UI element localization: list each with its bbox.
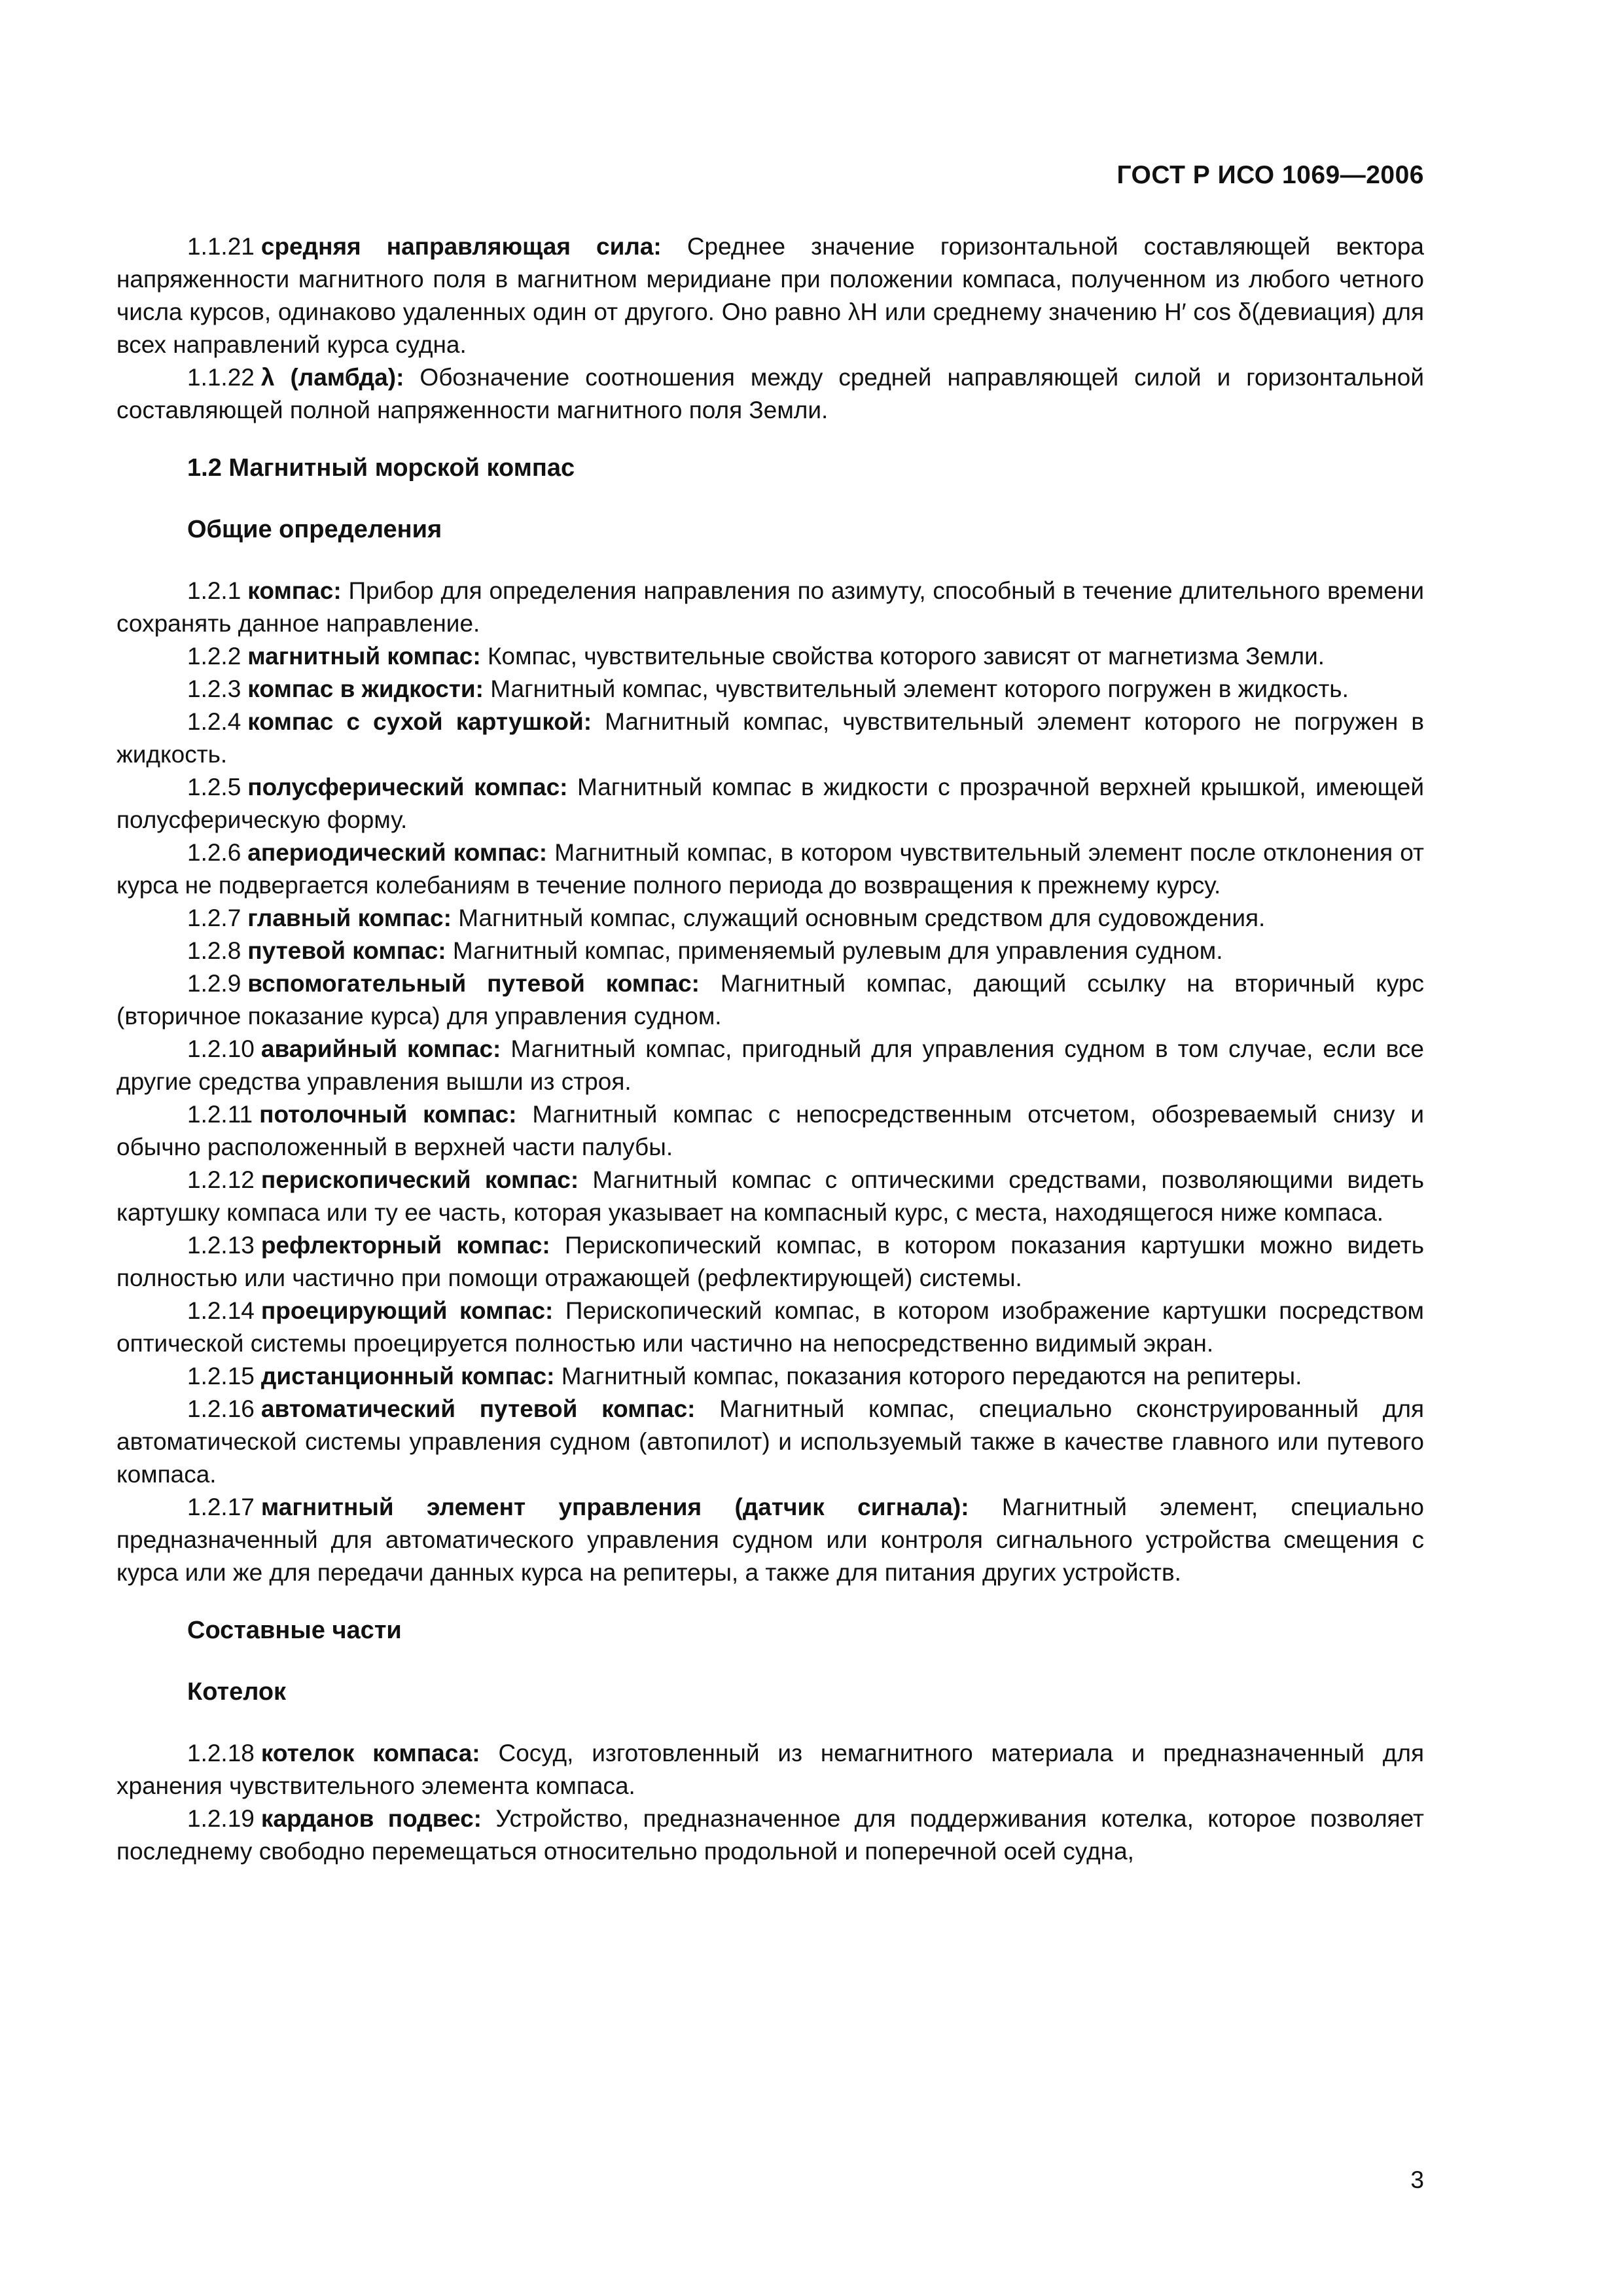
definition-number: 1.2.7: [187, 905, 241, 931]
definition-text: Магнитный компас, пригодный для управления судном в том случае, если все другие средства управления вышли из строя.: [116, 1035, 1424, 1095]
definition-1-2-12: [116, 1164, 1424, 1229]
definition-term: компас с сухой картушкой:: [247, 708, 592, 735]
definition-text: Сосуд, изготовленный из немагнитного материала и предназначенный для хранения чувствительного элемента компаса.: [116, 1740, 1424, 1799]
spacer: [116, 1589, 1424, 1614]
definition-1-1-21: [116, 230, 1424, 361]
definition-number: 1.2.8: [187, 937, 241, 964]
document-code-header: ГОСТ Р ИСО 1069—2006: [1116, 161, 1424, 189]
subsection-bowl: Котелок: [187, 1678, 287, 1706]
definition-number: 1.2.6: [187, 839, 241, 866]
definition-term: компас:: [247, 577, 342, 604]
definition-text: Магнитный компас, служащий основным средством для судовождения.: [451, 905, 1266, 931]
definition-term: вспомогательный путевой компас:: [247, 970, 700, 997]
definition-number: 1.2.16: [187, 1395, 255, 1422]
section-title: 1.2 Магнитный морской компас: [187, 454, 575, 482]
definition-text: Магнитный компас, чувствительный элемент которого не погружен в жидкость.: [116, 708, 1424, 768]
definition-term: автоматический путевой компас:: [260, 1395, 696, 1422]
definition-number: 1.2.14: [187, 1297, 255, 1324]
spacer: [116, 546, 1424, 575]
definition-text: Прибор для определения направления по азимуту, способный в течение длительного времени сохранять данное направление.: [116, 577, 1424, 637]
definition-number: 1.2.19: [187, 1805, 255, 1832]
definition-number: 1.2.9: [187, 970, 241, 997]
definition-number: 1.1.22: [187, 364, 255, 391]
definition-term: карданов подвес:: [260, 1805, 482, 1832]
definition-number: 1.2.13: [187, 1232, 255, 1259]
definition-term: рефлекторный компас:: [260, 1232, 550, 1259]
definition-1-2-19: [116, 1803, 1424, 1868]
definition-term: магнитный компас:: [247, 643, 481, 670]
definition-text: Среднее значение горизонтальной составляющей вектора напряженности магнитного поля в магнитном меридиане при положении компаса, полученном из любого четного числа курсов, одинаково удаленных один от другого. Оно равно λH или среднему значению H′ cos δ(девиация) для всех направлений курса судна.: [116, 233, 1425, 358]
definition-1-2-17: [116, 1491, 1424, 1589]
definition-number: 1.2.18: [187, 1740, 255, 1767]
definition-1-2-2: [116, 640, 1424, 673]
spacer: [116, 1708, 1424, 1737]
definition-1-2-14: [116, 1295, 1424, 1360]
definition-text: Магнитный элемент, специально предназначенный для автоматического управления судном или контроля сигнального устройства смещения с курса или же для передачи данных курса на репитеры, а также для питания других устройств.: [116, 1494, 1424, 1586]
definition-term: λ (ламбда):: [260, 364, 404, 391]
definition-1-2-9: [116, 967, 1424, 1033]
definition-term: главный компас:: [247, 905, 452, 931]
definition-1-2-11: [116, 1098, 1424, 1164]
definition-1-2-15: [116, 1360, 1424, 1393]
subsection-components: Составные части: [187, 1617, 402, 1644]
page-number: 3: [1410, 2166, 1424, 2193]
definition-1-2-4: [116, 706, 1424, 771]
definition-number: 1.2.15: [187, 1363, 255, 1390]
subsection-general-definitions: Общие определения: [187, 516, 442, 543]
definition-text: Магнитный компас с оптическими средствами, позволяющими видеть картушку компаса или ту ее часть, которая указывает на компасный курс, с места, находящегося ниже компаса.: [116, 1166, 1424, 1226]
definition-term: перископический компас:: [260, 1166, 579, 1193]
definition-1-2-8: [116, 935, 1424, 967]
definition-number: 1.2.12: [187, 1166, 255, 1193]
definition-term: апериодический компас:: [247, 839, 548, 866]
definition-text: Компас, чувствительные свойства которого зависят от магнетизма Земли.: [480, 643, 1325, 670]
definition-number: 1.2.10: [187, 1035, 255, 1062]
definition-text: Магнитный компас, дающий ссылку на вторичный курс (вторичное показание курса) для управления судном.: [116, 970, 1424, 1030]
definition-number: 1.2.11: [187, 1101, 253, 1128]
definition-1-2-3: [116, 673, 1424, 706]
definition-text: Магнитный компас, специально сконструированный для автоматической системы управления судном (автопилот) и используемый также в качестве главного или путевого компаса.: [116, 1395, 1424, 1488]
spacer: [116, 1647, 1424, 1676]
definition-text: Магнитный компас, применяемый рулевым для управления судном.: [446, 937, 1223, 964]
document-body: [116, 230, 1424, 1868]
definition-text: Обозначение соотношения между средней направляющей силой и горизонтальной составляющей полной напряженности магнитного поля Земли.: [116, 364, 1424, 423]
spacer: [116, 427, 1424, 452]
definition-text: Магнитный компас, показания которого передаются на репитеры.: [554, 1363, 1302, 1390]
definition-text: Перископический компас, в котором изображение картушки посредством оптической системы проецируется полностью или частично на непосредственно видимый экран.: [116, 1297, 1424, 1357]
definition-term: компас в жидкости:: [247, 675, 484, 702]
definition-term: котелок компаса:: [260, 1740, 480, 1767]
definition-1-2-7: [116, 902, 1424, 935]
definition-number: 1.2.4: [187, 708, 241, 735]
definition-1-2-13: [116, 1229, 1424, 1295]
definition-text: Магнитный компас в жидкости с прозрачной верхней крышкой, имеющей полусферическую форму.: [116, 774, 1424, 833]
definition-1-2-18: [116, 1737, 1424, 1803]
definition-term: дистанционный компас:: [260, 1363, 555, 1390]
definition-1-2-6: [116, 836, 1424, 902]
definition-text: Перископический компас, в котором показания картушки можно видеть полностью или частично при помощи отражающей (рефлектирующей) системы.: [116, 1232, 1425, 1291]
definition-term: полусферический компас:: [247, 774, 568, 800]
definition-number: 1.2.1: [187, 577, 241, 604]
definition-term: путевой компас:: [247, 937, 446, 964]
definition-1-1-22: [116, 361, 1424, 427]
definition-text: Устройство, предназначенное для поддерживания котелка, которое позволяет последнему свободно перемещаться относительно продольной и поперечной осей судна,: [116, 1805, 1424, 1865]
definition-1-2-1: [116, 575, 1424, 640]
definition-term: аварийный компас:: [260, 1035, 501, 1062]
definition-number: 1.2.5: [187, 774, 241, 800]
definition-1-2-10: [116, 1033, 1424, 1098]
definition-term: магнитный элемент управления (датчик сигнала):: [260, 1494, 969, 1520]
definition-number: 1.1.21: [187, 233, 255, 260]
spacer: [116, 484, 1424, 513]
definition-text: Магнитный компас с непосредственным отсчетом, обозреваемый снизу и обычно расположенный в верхней части палубы.: [116, 1101, 1424, 1160]
definition-term: проецирующий компас:: [260, 1297, 554, 1324]
definition-text: Магнитный компас, чувствительный элемент которого погружен в жидкость.: [484, 675, 1349, 702]
definition-number: 1.2.2: [187, 643, 241, 670]
definition-1-2-16: [116, 1393, 1424, 1491]
definition-term: потолочный компас:: [259, 1101, 517, 1128]
definition-number: 1.2.3: [187, 675, 241, 702]
definition-number: 1.2.17: [187, 1494, 255, 1520]
definition-text: Магнитный компас, в котором чувствительный элемент после отклонения от курса не подвергается колебаниям в течение полного периода до возвращения к прежнему курсу.: [116, 839, 1424, 899]
definition-term: средняя направляющая сила:: [260, 233, 662, 260]
definition-1-2-5: [116, 771, 1424, 836]
